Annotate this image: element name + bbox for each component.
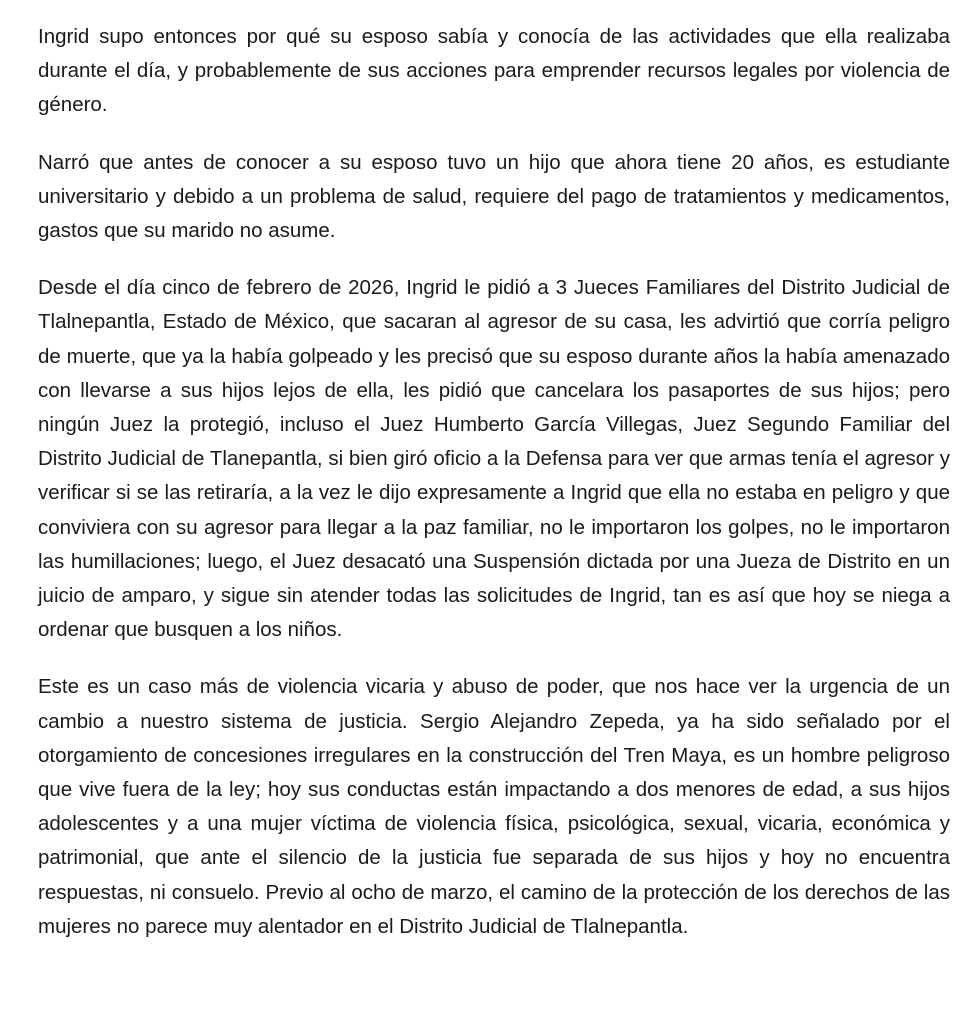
- paragraph-2: Narró que antes de conocer a su esposo tuvo un hijo que ahora tiene 20 años, es estudiante universitario y debido a un problema de salud, requiere del pago de tratamientos y medicamentos, gastos que su marido no asume.: [38, 150, 950, 243]
- paragraph-4: Este es un caso más de violencia vicaria y abuso de poder, que nos hace ver la urgencia de un cambio a nuestro sistema de justicia. Sergio Alejandro Zepeda, ya ha sido señalado por el otorgamiento de concesiones irregulares en la construcción del Tren Maya, es un hombre peligroso que vive fuera de la ley; hoy sus conductas están impactando a dos menores de edad, a sus hijos adolescentes y a una mujer víctima de violencia física, psicológica, sexual, vicaria, económica y patrimonial, que ante el silencio de la justicia fue separada de sus hijos y hoy no encuentra respuestas, ni consuelo. Previo al ocho de marzo, el camino de la protección de los derechos de las mujeres no parece muy alentador en el Distrito Judicial de Tlalnepantla.: [38, 675, 950, 938]
- article-body: [38, 20, 950, 944]
- paragraph-1: Ingrid supo entonces por qué su esposo sabía y conocía de las actividades que ella realizaba durante el día, y probablemente de sus acciones para emprender recursos legales por violencia de género.: [38, 25, 950, 117]
- paragraph-3: Desde el día cinco de febrero de 2026, Ingrid le pidió a 3 Jueces Familiares del Distrito Judicial de Tlalnepantla, Estado de México, que sacaran al agresor de su casa, les advirtió que corría peligro de muerte, que ya la había golpeado y les precisó que su esposo durante años la había amenazado con llevarse a sus hijos lejos de ella, les pidió que cancelara los pasaportes de sus hijos; pero ningún Juez la protegió, incluso el Juez Humberto García Villegas, Juez Segundo Familiar del Distrito Judicial de Tlanepantla, si bien giró oficio a la Defensa para ver que armas tenía el agresor y verificar si se las retiraría, a la vez le dijo expresamente a Ingrid que ella no estaba en peligro y que conviviera con su agresor para llegar a la paz familiar, no le importaron los golpes, no le importaron las humillaciones; luego, el Juez desacató una Suspensión dictada por una Jueza de Distrito en un juicio de amparo, y sigue sin atender todas las solicitudes de Ingrid, tan es así que hoy se niega a ordenar que busquen a los niños.: [38, 276, 950, 642]
